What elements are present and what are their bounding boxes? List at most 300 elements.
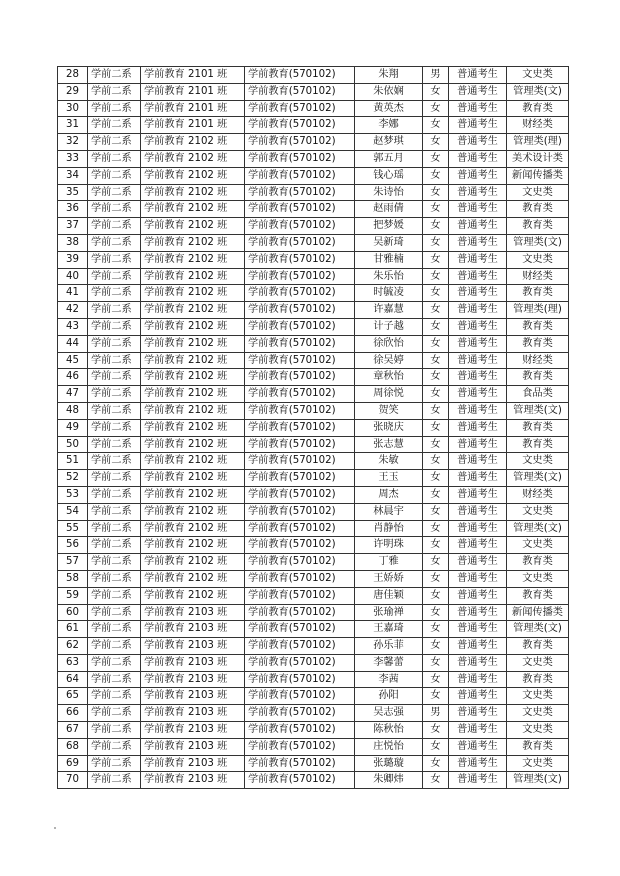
cell-category: 管理类(理) <box>507 302 569 319</box>
cell-index: 49 <box>58 419 88 436</box>
cell-student-type: 普通考生 <box>449 268 507 285</box>
cell-category: 文史类 <box>507 184 569 201</box>
cell-category: 教育类 <box>507 671 569 688</box>
cell-major: 学前教育(570102) <box>245 117 355 134</box>
table-row <box>58 537 569 554</box>
table-row <box>58 688 569 705</box>
cell-gender: 男 <box>423 67 449 84</box>
cell-major: 学前教育(570102) <box>245 436 355 453</box>
cell-index: 38 <box>58 234 88 251</box>
cell-department: 学前二系 <box>88 654 141 671</box>
cell-name: 朱敏 <box>355 453 423 470</box>
cell-class: 学前教育 2102 班 <box>141 369 245 386</box>
cell-index: 32 <box>58 134 88 151</box>
cell-student-type: 普通考生 <box>449 335 507 352</box>
cell-department: 学前二系 <box>88 520 141 537</box>
cell-class: 学前教育 2102 班 <box>141 503 245 520</box>
cell-index: 44 <box>58 335 88 352</box>
cell-student-type: 普通考生 <box>449 167 507 184</box>
table-row <box>58 352 569 369</box>
cell-student-type: 普通考生 <box>449 537 507 554</box>
cell-category: 教育类 <box>507 638 569 655</box>
cell-major: 学前教育(570102) <box>245 251 355 268</box>
cell-name: 把梦媛 <box>355 218 423 235</box>
cell-department: 学前二系 <box>88 638 141 655</box>
cell-name: 张晓庆 <box>355 419 423 436</box>
cell-student-type: 普通考生 <box>449 369 507 386</box>
cell-department: 学前二系 <box>88 671 141 688</box>
cell-class: 学前教育 2102 班 <box>141 318 245 335</box>
cell-class: 学前教育 2102 班 <box>141 402 245 419</box>
cell-name: 张瑜禅 <box>355 604 423 621</box>
cell-gender: 女 <box>423 134 449 151</box>
cell-major: 学前教育(570102) <box>245 638 355 655</box>
cell-category: 财经类 <box>507 117 569 134</box>
cell-department: 学前二系 <box>88 234 141 251</box>
cell-class: 学前教育 2102 班 <box>141 386 245 403</box>
table-row <box>58 621 569 638</box>
table-row <box>58 285 569 302</box>
cell-department: 学前二系 <box>88 335 141 352</box>
cell-index: 35 <box>58 184 88 201</box>
cell-gender: 女 <box>423 486 449 503</box>
cell-gender: 男 <box>423 705 449 722</box>
table-row <box>58 335 569 352</box>
cell-name: 郭五月 <box>355 150 423 167</box>
cell-gender: 女 <box>423 537 449 554</box>
cell-name: 李茜 <box>355 671 423 688</box>
cell-class: 学前教育 2103 班 <box>141 671 245 688</box>
cell-class: 学前教育 2103 班 <box>141 621 245 638</box>
cell-name: 陈秋怡 <box>355 722 423 739</box>
cell-category: 教育类 <box>507 554 569 571</box>
cell-category: 管理类(理) <box>507 134 569 151</box>
cell-department: 学前二系 <box>88 251 141 268</box>
cell-index: 48 <box>58 402 88 419</box>
cell-student-type: 普通考生 <box>449 67 507 84</box>
cell-department: 学前二系 <box>88 436 141 453</box>
cell-department: 学前二系 <box>88 134 141 151</box>
cell-name: 丁雅 <box>355 554 423 571</box>
cell-gender: 女 <box>423 318 449 335</box>
cell-major: 学前教育(570102) <box>245 201 355 218</box>
cell-major: 学前教育(570102) <box>245 705 355 722</box>
cell-class: 学前教育 2102 班 <box>141 587 245 604</box>
cell-name: 甘雅楠 <box>355 251 423 268</box>
table-row <box>58 654 569 671</box>
cell-department: 学前二系 <box>88 486 141 503</box>
cell-category: 文史类 <box>507 67 569 84</box>
cell-class: 学前教育 2102 班 <box>141 167 245 184</box>
table-row <box>58 302 569 319</box>
cell-name: 赵雨倩 <box>355 201 423 218</box>
cell-student-type: 普通考生 <box>449 234 507 251</box>
cell-gender: 女 <box>423 302 449 319</box>
cell-class: 学前教育 2102 班 <box>141 470 245 487</box>
cell-department: 学前二系 <box>88 352 141 369</box>
cell-major: 学前教育(570102) <box>245 234 355 251</box>
cell-gender: 女 <box>423 671 449 688</box>
cell-name: 徐欣怡 <box>355 335 423 352</box>
table-row <box>58 167 569 184</box>
cell-gender: 女 <box>423 470 449 487</box>
cell-student-type: 普通考生 <box>449 386 507 403</box>
table-row <box>58 134 569 151</box>
cell-department: 学前二系 <box>88 604 141 621</box>
cell-major: 学前教育(570102) <box>245 83 355 100</box>
cell-student-type: 普通考生 <box>449 654 507 671</box>
cell-category: 教育类 <box>507 587 569 604</box>
cell-gender: 女 <box>423 100 449 117</box>
cell-index: 45 <box>58 352 88 369</box>
cell-index: 65 <box>58 688 88 705</box>
cell-name: 朱乐怡 <box>355 268 423 285</box>
cell-name: 许明珠 <box>355 537 423 554</box>
cell-gender: 女 <box>423 285 449 302</box>
table-row <box>58 470 569 487</box>
cell-class: 学前教育 2102 班 <box>141 268 245 285</box>
cell-name: 王玉 <box>355 470 423 487</box>
cell-department: 学前二系 <box>88 722 141 739</box>
cell-name: 李娜 <box>355 117 423 134</box>
cell-index: 63 <box>58 654 88 671</box>
cell-department: 学前二系 <box>88 150 141 167</box>
cell-major: 学前教育(570102) <box>245 722 355 739</box>
cell-category: 文史类 <box>507 755 569 772</box>
table-row <box>58 67 569 84</box>
table-row <box>58 705 569 722</box>
cell-name: 周徐悦 <box>355 386 423 403</box>
cell-category: 新闻传播类 <box>507 604 569 621</box>
table-row <box>58 638 569 655</box>
cell-category: 美术设计类 <box>507 150 569 167</box>
cell-student-type: 普通考生 <box>449 150 507 167</box>
table-row <box>58 722 569 739</box>
cell-index: 67 <box>58 722 88 739</box>
cell-index: 30 <box>58 100 88 117</box>
cell-category: 文史类 <box>507 688 569 705</box>
cell-index: 68 <box>58 738 88 755</box>
cell-department: 学前二系 <box>88 67 141 84</box>
cell-student-type: 普通考生 <box>449 554 507 571</box>
cell-gender: 女 <box>423 369 449 386</box>
cell-gender: 女 <box>423 621 449 638</box>
cell-gender: 女 <box>423 520 449 537</box>
cell-index: 41 <box>58 285 88 302</box>
cell-class: 学前教育 2102 班 <box>141 453 245 470</box>
cell-category: 文史类 <box>507 537 569 554</box>
cell-major: 学前教育(570102) <box>245 167 355 184</box>
cell-major: 学前教育(570102) <box>245 587 355 604</box>
cell-category: 文史类 <box>507 570 569 587</box>
table-row <box>58 486 569 503</box>
cell-category: 文史类 <box>507 251 569 268</box>
cell-department: 学前二系 <box>88 587 141 604</box>
cell-gender: 女 <box>423 738 449 755</box>
roster-body <box>58 67 569 789</box>
cell-class: 学前教育 2103 班 <box>141 654 245 671</box>
cell-index: 53 <box>58 486 88 503</box>
cell-student-type: 普通考生 <box>449 184 507 201</box>
cell-name: 周杰 <box>355 486 423 503</box>
cell-name: 张璐璇 <box>355 755 423 772</box>
cell-name: 章秋怡 <box>355 369 423 386</box>
cell-gender: 女 <box>423 772 449 789</box>
cell-category: 管理类(文) <box>507 83 569 100</box>
table-row <box>58 268 569 285</box>
cell-major: 学前教育(570102) <box>245 688 355 705</box>
cell-major: 学前教育(570102) <box>245 67 355 84</box>
cell-department: 学前二系 <box>88 419 141 436</box>
cell-category: 文史类 <box>507 722 569 739</box>
cell-gender: 女 <box>423 722 449 739</box>
cell-major: 学前教育(570102) <box>245 772 355 789</box>
cell-major: 学前教育(570102) <box>245 335 355 352</box>
cell-student-type: 普通考生 <box>449 100 507 117</box>
cell-gender: 女 <box>423 570 449 587</box>
cell-major: 学前教育(570102) <box>245 218 355 235</box>
cell-major: 学前教育(570102) <box>245 738 355 755</box>
cell-name: 徐吴婷 <box>355 352 423 369</box>
table-row <box>58 772 569 789</box>
cell-student-type: 普通考生 <box>449 419 507 436</box>
cell-name: 时毓凌 <box>355 285 423 302</box>
cell-index: 64 <box>58 671 88 688</box>
table-row <box>58 503 569 520</box>
cell-class: 学前教育 2102 班 <box>141 486 245 503</box>
cell-class: 学前教育 2102 班 <box>141 218 245 235</box>
cell-class: 学前教育 2102 班 <box>141 251 245 268</box>
cell-class: 学前教育 2102 班 <box>141 302 245 319</box>
cell-index: 66 <box>58 705 88 722</box>
cell-index: 31 <box>58 117 88 134</box>
cell-index: 33 <box>58 150 88 167</box>
table-row <box>58 570 569 587</box>
cell-category: 新闻传播类 <box>507 167 569 184</box>
cell-gender: 女 <box>423 419 449 436</box>
cell-major: 学前教育(570102) <box>245 621 355 638</box>
cell-student-type: 普通考生 <box>449 738 507 755</box>
cell-major: 学前教育(570102) <box>245 537 355 554</box>
cell-student-type: 普通考生 <box>449 436 507 453</box>
table-row <box>58 453 569 470</box>
cell-gender: 女 <box>423 184 449 201</box>
cell-department: 学前二系 <box>88 386 141 403</box>
cell-student-type: 普通考生 <box>449 117 507 134</box>
cell-class: 学前教育 2101 班 <box>141 67 245 84</box>
cell-department: 学前二系 <box>88 318 141 335</box>
table-row <box>58 554 569 571</box>
table-row <box>58 184 569 201</box>
cell-category: 教育类 <box>507 738 569 755</box>
cell-department: 学前二系 <box>88 537 141 554</box>
cell-major: 学前教育(570102) <box>245 570 355 587</box>
cell-category: 财经类 <box>507 352 569 369</box>
cell-student-type: 普通考生 <box>449 285 507 302</box>
cell-class: 学前教育 2102 班 <box>141 570 245 587</box>
cell-class: 学前教育 2102 班 <box>141 436 245 453</box>
cell-index: 36 <box>58 201 88 218</box>
cell-index: 47 <box>58 386 88 403</box>
table-row <box>58 369 569 386</box>
cell-student-type: 普通考生 <box>449 722 507 739</box>
cell-department: 学前二系 <box>88 402 141 419</box>
cell-major: 学前教育(570102) <box>245 470 355 487</box>
cell-index: 57 <box>58 554 88 571</box>
cell-name: 孙乐菲 <box>355 638 423 655</box>
cell-department: 学前二系 <box>88 470 141 487</box>
cell-class: 学前教育 2102 班 <box>141 554 245 571</box>
cell-student-type: 普通考生 <box>449 587 507 604</box>
cell-name: 吴志强 <box>355 705 423 722</box>
cell-student-type: 普通考生 <box>449 772 507 789</box>
cell-department: 学前二系 <box>88 738 141 755</box>
table-row <box>58 117 569 134</box>
cell-department: 学前二系 <box>88 503 141 520</box>
cell-index: 70 <box>58 772 88 789</box>
cell-category: 文史类 <box>507 453 569 470</box>
cell-gender: 女 <box>423 688 449 705</box>
cell-category: 管理类(文) <box>507 772 569 789</box>
table-row <box>58 587 569 604</box>
cell-gender: 女 <box>423 352 449 369</box>
table-row <box>58 234 569 251</box>
cell-department: 学前二系 <box>88 453 141 470</box>
cell-gender: 女 <box>423 503 449 520</box>
cell-major: 学前教育(570102) <box>245 318 355 335</box>
cell-index: 54 <box>58 503 88 520</box>
cell-major: 学前教育(570102) <box>245 453 355 470</box>
cell-index: 43 <box>58 318 88 335</box>
cell-category: 教育类 <box>507 318 569 335</box>
cell-department: 学前二系 <box>88 83 141 100</box>
cell-index: 40 <box>58 268 88 285</box>
cell-major: 学前教育(570102) <box>245 352 355 369</box>
cell-student-type: 普通考生 <box>449 688 507 705</box>
cell-index: 69 <box>58 755 88 772</box>
cell-department: 学前二系 <box>88 184 141 201</box>
cell-index: 55 <box>58 520 88 537</box>
cell-index: 51 <box>58 453 88 470</box>
cell-name: 钱心瑶 <box>355 167 423 184</box>
cell-name: 朱诗怡 <box>355 184 423 201</box>
cell-class: 学前教育 2102 班 <box>141 419 245 436</box>
cell-major: 学前教育(570102) <box>245 302 355 319</box>
cell-department: 学前二系 <box>88 302 141 319</box>
cell-name: 朱卿炜 <box>355 772 423 789</box>
cell-category: 食品类 <box>507 386 569 403</box>
cell-name: 王嘉琦 <box>355 621 423 638</box>
cell-class: 学前教育 2102 班 <box>141 537 245 554</box>
cell-department: 学前二系 <box>88 285 141 302</box>
cell-student-type: 普通考生 <box>449 402 507 419</box>
table-row <box>58 318 569 335</box>
cell-index: 59 <box>58 587 88 604</box>
cell-gender: 女 <box>423 201 449 218</box>
cell-name: 朱依娴 <box>355 83 423 100</box>
cell-index: 46 <box>58 369 88 386</box>
cell-name: 黄英杰 <box>355 100 423 117</box>
cell-name: 朱翔 <box>355 67 423 84</box>
cell-category: 教育类 <box>507 419 569 436</box>
cell-class: 学前教育 2103 班 <box>141 638 245 655</box>
cell-name: 肖静怡 <box>355 520 423 537</box>
cell-gender: 女 <box>423 436 449 453</box>
cell-name: 计子越 <box>355 318 423 335</box>
cell-student-type: 普通考生 <box>449 705 507 722</box>
cell-gender: 女 <box>423 83 449 100</box>
table-row <box>58 755 569 772</box>
cell-index: 37 <box>58 218 88 235</box>
table-row <box>58 520 569 537</box>
cell-category: 文史类 <box>507 654 569 671</box>
cell-student-type: 普通考生 <box>449 470 507 487</box>
cell-class: 学前教育 2103 班 <box>141 738 245 755</box>
cell-department: 学前二系 <box>88 755 141 772</box>
cell-class: 学前教育 2102 班 <box>141 201 245 218</box>
table-row <box>58 83 569 100</box>
cell-category: 教育类 <box>507 201 569 218</box>
cell-category: 管理类(文) <box>507 470 569 487</box>
cell-category: 财经类 <box>507 268 569 285</box>
cell-department: 学前二系 <box>88 570 141 587</box>
cell-gender: 女 <box>423 587 449 604</box>
cell-major: 学前教育(570102) <box>245 671 355 688</box>
table-row <box>58 150 569 167</box>
table-row <box>58 201 569 218</box>
cell-gender: 女 <box>423 167 449 184</box>
cell-name: 唐佳颖 <box>355 587 423 604</box>
cell-category: 管理类(文) <box>507 234 569 251</box>
cell-gender: 女 <box>423 335 449 352</box>
table-row <box>58 251 569 268</box>
cell-major: 学前教育(570102) <box>245 386 355 403</box>
cell-class: 学前教育 2102 班 <box>141 520 245 537</box>
cell-gender: 女 <box>423 386 449 403</box>
cell-gender: 女 <box>423 218 449 235</box>
cell-class: 学前教育 2102 班 <box>141 134 245 151</box>
cell-major: 学前教育(570102) <box>245 604 355 621</box>
cell-name: 贺笑 <box>355 402 423 419</box>
cell-department: 学前二系 <box>88 688 141 705</box>
cell-student-type: 普通考生 <box>449 621 507 638</box>
cell-category: 管理类(文) <box>507 402 569 419</box>
cell-index: 28 <box>58 67 88 84</box>
cell-index: 60 <box>58 604 88 621</box>
cell-student-type: 普通考生 <box>449 755 507 772</box>
cell-major: 学前教育(570102) <box>245 402 355 419</box>
cell-class: 学前教育 2102 班 <box>141 150 245 167</box>
cell-student-type: 普通考生 <box>449 251 507 268</box>
table-row <box>58 218 569 235</box>
cell-department: 学前二系 <box>88 117 141 134</box>
cell-index: 52 <box>58 470 88 487</box>
cell-category: 教育类 <box>507 369 569 386</box>
cell-department: 学前二系 <box>88 705 141 722</box>
cell-name: 林晨宇 <box>355 503 423 520</box>
table-row <box>58 436 569 453</box>
cell-gender: 女 <box>423 234 449 251</box>
cell-gender: 女 <box>423 453 449 470</box>
cell-major: 学前教育(570102) <box>245 285 355 302</box>
cell-major: 学前教育(570102) <box>245 503 355 520</box>
cell-gender: 女 <box>423 755 449 772</box>
cell-student-type: 普通考生 <box>449 218 507 235</box>
cell-category: 管理类(文) <box>507 621 569 638</box>
cell-name: 庄悦怡 <box>355 738 423 755</box>
cell-class: 学前教育 2102 班 <box>141 234 245 251</box>
cell-index: 29 <box>58 83 88 100</box>
